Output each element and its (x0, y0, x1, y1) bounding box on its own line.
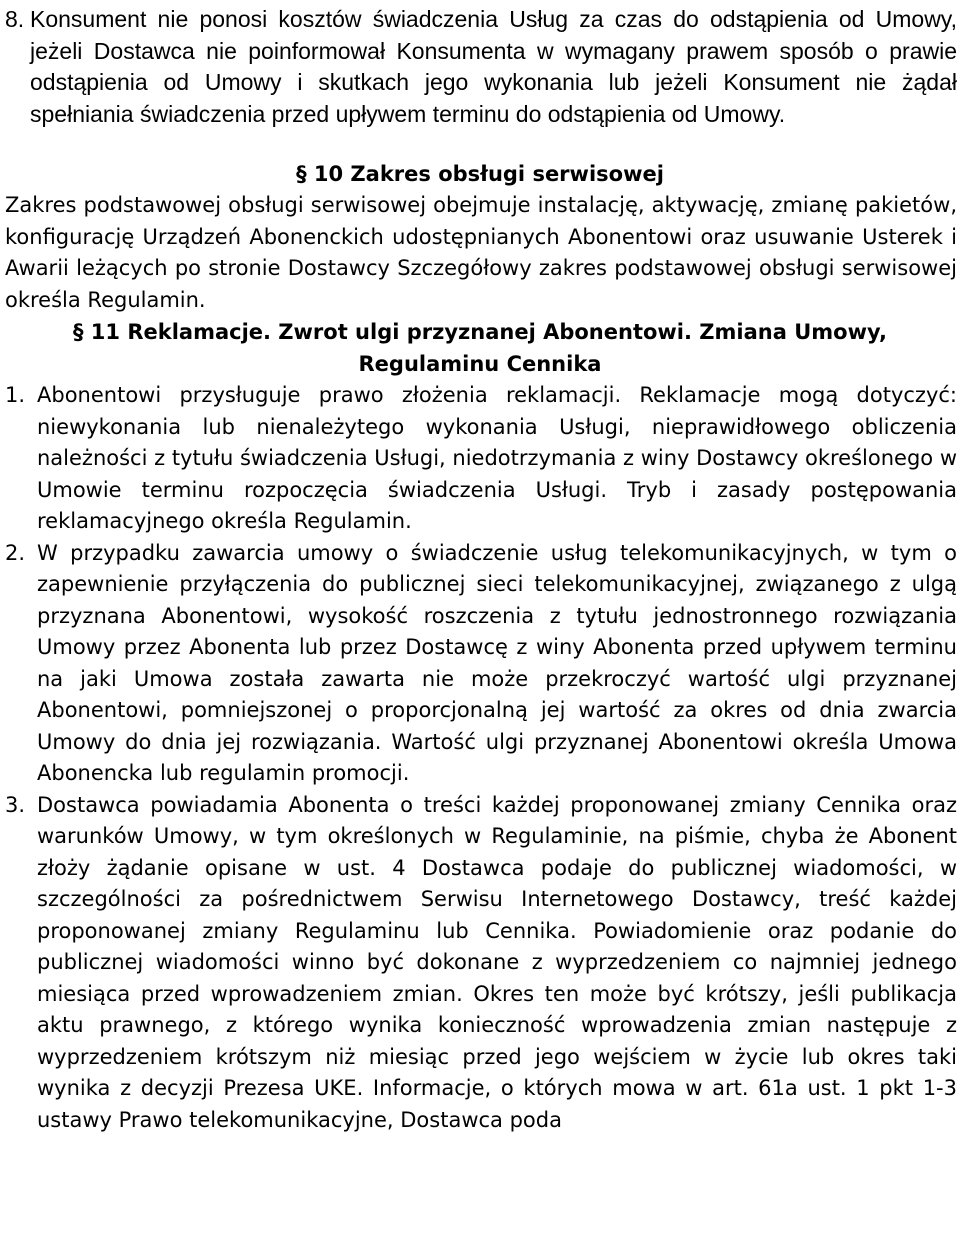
item-8 (5, 4, 957, 130)
list-item-text: Dostawca powiadamia Abonenta o treści każdej proponowanej zmiany Cennika oraz warunków Umowy, w tym określonych w Regulaminie, na piśmie, chyba że Abonent złoży żądanie opisane w ust. 4 Dostawca podaje do publicznej wiadomości, w szczególności za pośrednictwem Serwisu Internetowego Dostawcy, treść każdej proponowanej zmiany Regulaminu lub Cennika. Powiadomienie oraz podanie do publicznej wiadomości winno być dokonane z wyprzedzeniem co najmniej jednego miesiąca przed wprowadzeniem zmian. Okres ten może być krótszy, jeśli publikacja aktu prawnego, z którego wynika konieczność wprowadzenia zmian następuje z wyprzedzeniem krótszym niż miesiąc przed jego wejściem w życie lub okres taki wynika z decyzji Prezesa UKE. Informacje, o których mowa w art. 61a ust. 1 pkt 1-3 ustawy Prawo telekomunikacyjne, Dostawca poda (37, 792, 957, 1132)
section-10-paragraph: Zakres podstawowej obsługi serwisowej obejmuje instalację, aktywację, zmianę pakietów, konfigurację Urządzeń Abonenckich udostępnianych Abonentowi oraz usuwanie Usterek i Awarii leżących po stronie Dostawcy Szczegółowy zakres podstawowej obsługi serwisowej określa Regulamin. (5, 193, 957, 312)
item-8-number: 8. (5, 6, 25, 32)
list-item (5, 790, 957, 1137)
list-item (5, 380, 957, 538)
list-item (5, 538, 957, 790)
list-item-text: Abonentowi przysługuje prawo złożenia reklamacji. Reklamacje mogą dotyczyć: niewykonania lub nienależytego wykonania Usługi, nieprawidłowego obliczenia należności z tytułu świadczenia Usługi, niedotrzymania z winy Dostawcy określonego w Umowie terminu rozpoczęcia świadczenia Usługi. Tryb i zasady postępowania reklamacyjnego określa Regulamin. (37, 383, 957, 533)
list-item-text: W przypadku zawarcia umowy o świadczenie usług telekomunikacyjnych, w tym o zapewnienie przyłączenia do publicznej sieci telekomunikacyjnej, związanego z ulgą przyznana Abonentowi, wysokość roszczenia z tytułu jednostronnego rozwiązania Umowy przez Abonenta lub przez Dostawcę z winy Abonenta przed upływem terminu na jaki Umowa została zawarta nie może przekroczyć wartość ulgi przyznanej Abonentowi, pomniejszonej o proporcjonalną jej wartość za okres od dnia zwarcia Umowy do dnia jej rozwiązania. Wartość ulgi przyznanej Abonentowi określa Umowa Abonencka lub regulamin promocji. (37, 540, 957, 785)
section-11-heading: § 11 Reklamacje. Zwrot ulgi przyznanej Abonentowi. Zmiana Umowy, Regulaminu Cennika (72, 320, 888, 376)
list-item-number: 2. (5, 540, 26, 565)
item-8-text: Konsument nie ponosi kosztów świadczenia Usług za czas do odstąpienia od Umowy, jeżeli Dostawca nie poinformował Konsumenta w wymagany prawem sposób o prawie odstąpienia od Umowy i skutkach jego wykonania lub jeżeli Konsument nie żądał spełniania świadczenia przed upływem terminu do odstąpienia od Umowy. (30, 6, 957, 127)
list-item-number: 1. (5, 383, 26, 407)
list-item-number: 3. (5, 792, 26, 817)
section-11-list (5, 380, 957, 1136)
section-10-heading: § 10 Zakres obsługi serwisowej (296, 162, 664, 186)
